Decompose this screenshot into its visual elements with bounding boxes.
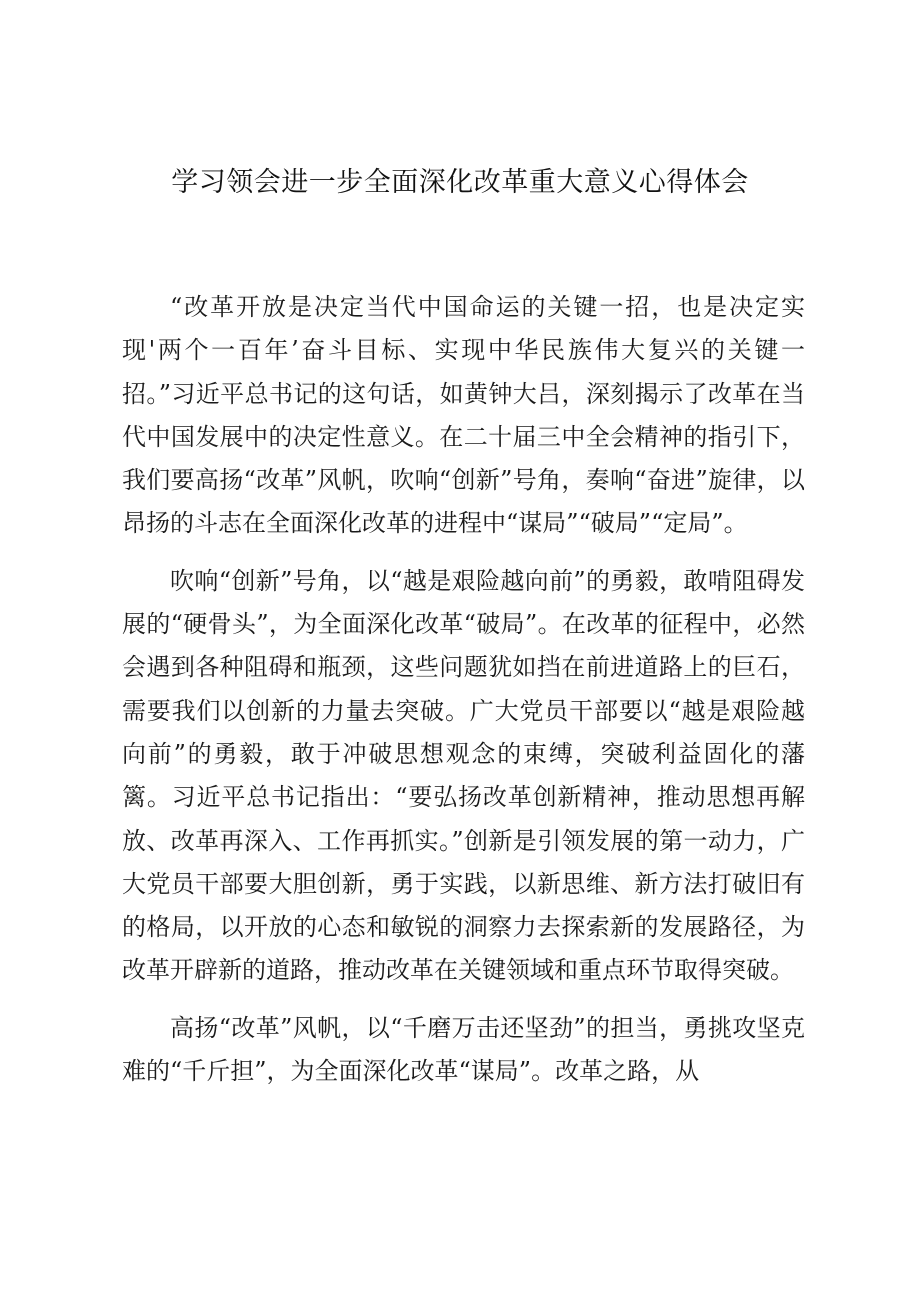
paragraph-reform: 高扬“改革”风帆，以“千磨万击还坚劲”的担当，勇挑攻坚克难的“千斤担”，为全面深化改革“谋局”。改革之路，从 <box>122 1013 805 1086</box>
paragraph-intro: “改革开放是决定当代中国命运的关键一招，也是决定实现'两个一百年’奋斗目标、实现中华民族伟大复兴的关键一招。”习近平总书记的这句话，如黄钟大吕，深刻揭示了改革在当代中国发展中的决定性意义。在二十届三中全会精神的指引下，我们要高扬“改革”风帆，吹响“创新”号角，奏响“奋进”旋律，以昂扬的斗志在全面深化改革的进程中“谋局”“破局”“定局”。 <box>122 293 805 538</box>
document-body <box>122 286 805 1107</box>
paragraph-innovation: 吹响“创新”号角，以“越是艰险越向前”的勇毅，敢啃阻碍发展的“硬骨头”，为全面深化改革“破局”。在改革的征程中，必然会遇到各种阻碍和瓶颈，这些问题犹如挡在前进道路上的巨石，需要我们以创新的力量去突破。广大党员干部要以“越是艰险越向前”的勇毅，敢于冲破思想观念的束缚，突破利益固化的藩篱。习近平总书记指出：“要弘扬改革创新精神，推动思想再解放、改革再深入、工作再抓实。”创新是引领发展的第一动力，广大党员干部要大胆创新，勇于实践，以新思维、新方法打破旧有的格局，以开放的心态和敏锐的洞察力去探索新的发展路径，为改革开辟新的道路，推动改革在关键领域和重点环节取得突破。 <box>122 566 805 985</box>
document-title: 学习领会进一步全面深化改革重大意义心得体会 <box>171 167 749 198</box>
